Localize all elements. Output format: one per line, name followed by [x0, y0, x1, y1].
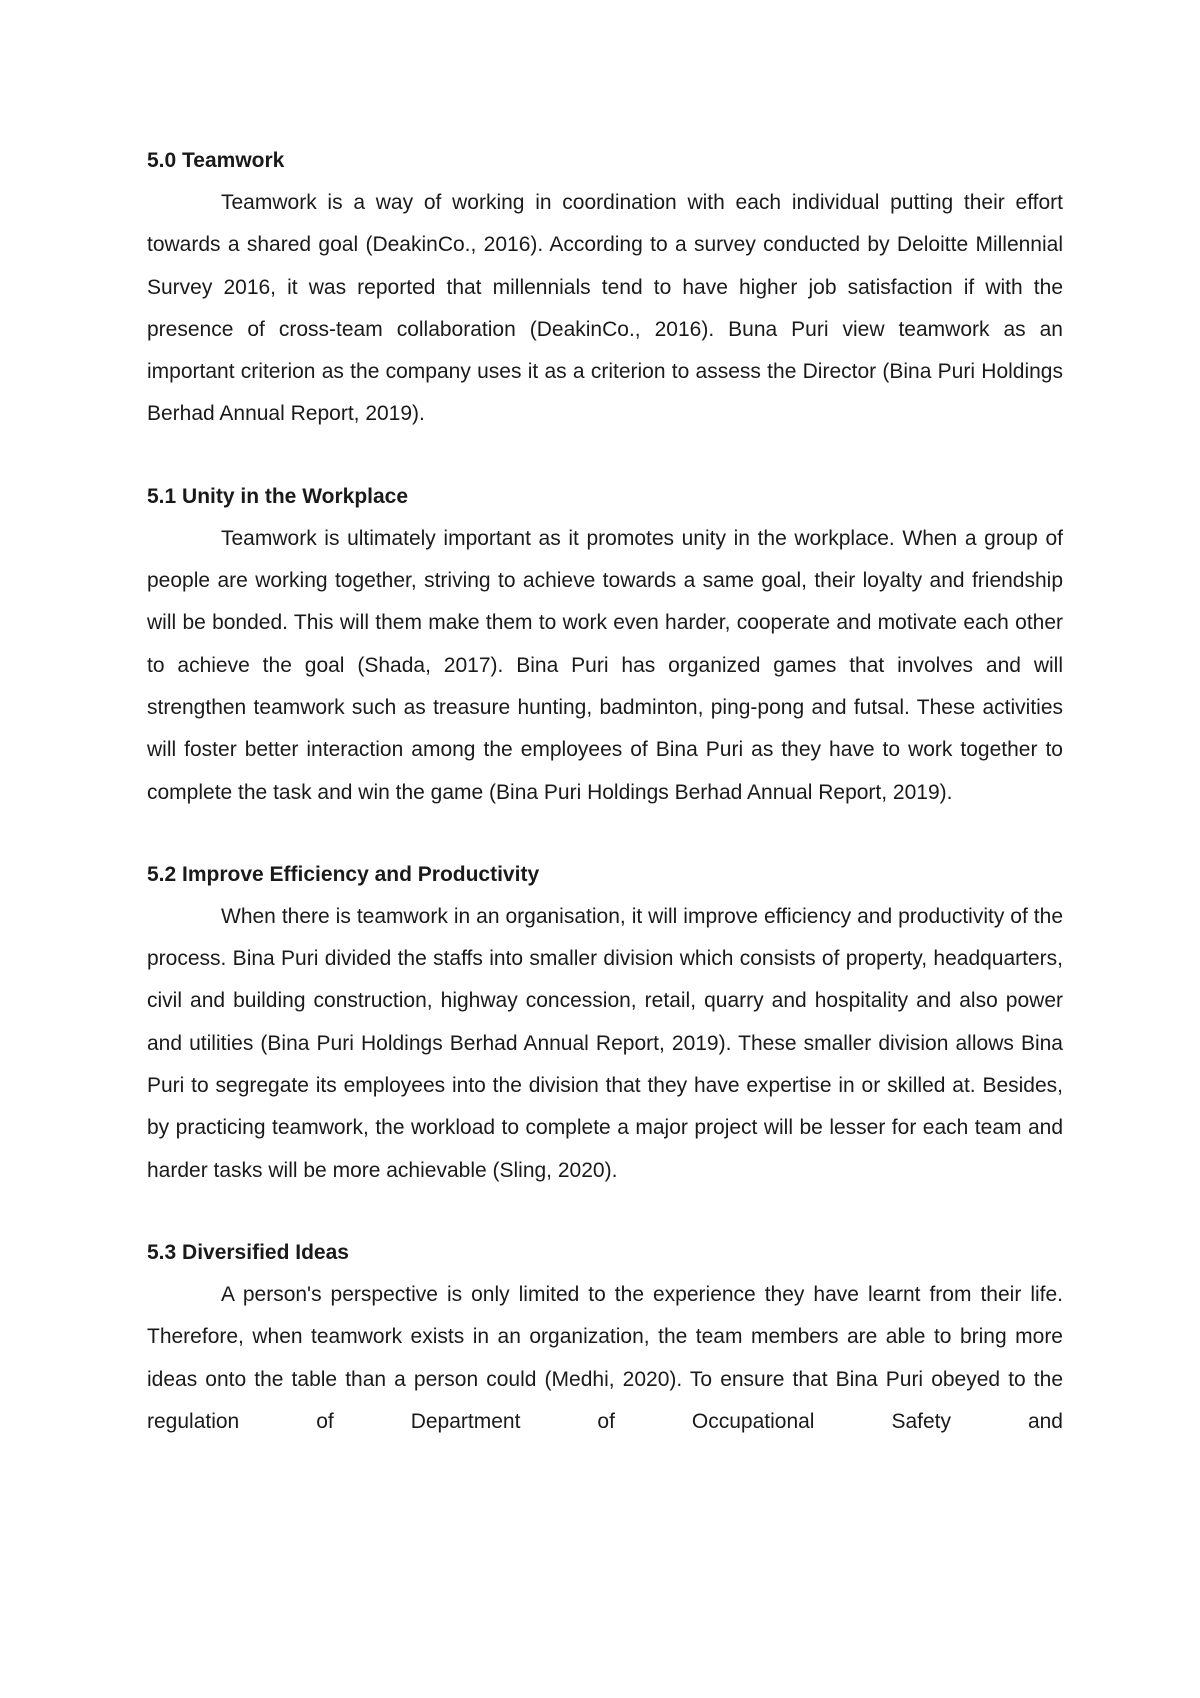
section-spacer [147, 436, 1063, 476]
section-heading: 5.0 Teamwork [147, 149, 285, 172]
section-spacer [147, 814, 1063, 854]
section-heading: 5.3 Diversified Ideas [147, 1240, 349, 1264]
section-efficiency-productivity [147, 854, 1063, 1192]
section-paragraph: Teamwork is ultimately important as it promotes unity in the workplace. When a group of people are working together, striving to achieve towards a same goal, their loyalty and friendship will be bonded. This will them make them to work even harder, cooperate and motivate each other to achieve the goal (Shada, 2017). Bina Puri has organized games that involves and will strengthen teamwork such as treasure hunting, badminton, ping-pong and futsal. These activities will foster better interaction among the employees of Bina Puri as they have to work together to complete the task and win the game (Bina Puri Holdings Berhad Annual Report, 2019). [147, 526, 1063, 804]
section-unity-in-workplace [147, 476, 1063, 814]
document-page [147, 140, 1063, 1443]
section-diversified-ideas [147, 1232, 1063, 1443]
section-paragraph: A person's perspective is only limited to the experience they have learnt from their life. Therefore, when teamwork exists in an organization, the team members are able to bring more ideas onto the table than a person could (Medhi, 2020). To ensure that Bina Puri obeyed to the regulation of Department of Occupational Safety and [147, 1282, 1063, 1433]
section-heading: 5.2 Improve Efficiency and Productivity [147, 862, 540, 886]
section-heading: 5.1 Unity in the Workplace [147, 484, 409, 508]
section-teamwork [147, 140, 1063, 436]
section-paragraph: Teamwork is a way of working in coordination with each individual putting their effort towards a shared goal (DeakinCo., 2016). According to a survey conducted by Deloitte Millennial Survey 2016, it was reported that millennials tend to have higher job satisfaction if with the presence of cross-team collaboration (DeakinCo., 2016). Buna Puri view teamwork as an important criterion as the company uses it as a criterion to assess the Director (Bina Puri Holdings Berhad Annual Report, 2019). [147, 191, 1063, 426]
section-paragraph: When there is teamwork in an organisation, it will improve efficiency and productivity of the process. Bina Puri divided the staffs into smaller division which consists of property, headquarters, civil and building construction, highway concession, retail, quarry and hospitality and also power and utilities (Bina Puri Holdings Berhad Annual Report, 2019). These smaller division allows Bina Puri to segregate its employees into the division that they have expertise in or skilled at. Besides, by practicing teamwork, the workload to complete a major project will be lesser for each team and harder tasks will be more achievable (Sling, 2020). [147, 904, 1063, 1182]
section-spacer [147, 1192, 1063, 1232]
